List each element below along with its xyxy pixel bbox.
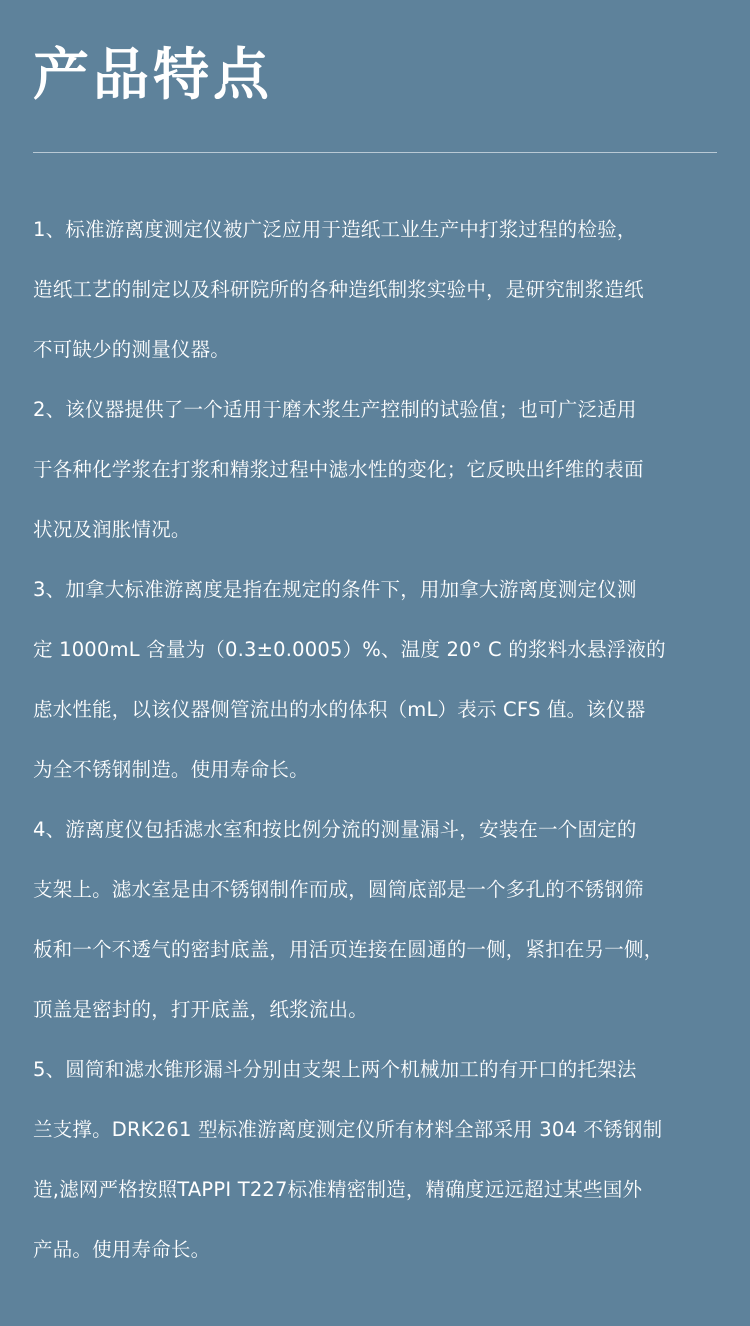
paragraph-line: 不可缺少的测量仪器。 — [33, 338, 231, 361]
paragraph-line: 状况及润胀情况。 — [33, 518, 191, 541]
title-divider — [33, 152, 717, 153]
feature-paragraph-4 — [33, 800, 723, 1040]
paragraph-line: 造纸工艺的制定以及科研院所的各种造纸制浆实验中，是研究制浆造纸 — [33, 278, 644, 301]
paragraph-line: 兰支撑。DRK261 型标准游离度测定仪所有材料全部采用 304 不锈钢制 — [33, 1118, 663, 1141]
paragraph-line: 顶盖是密封的，打开底盖，纸浆流出。 — [33, 998, 368, 1021]
feature-paragraph-5 — [33, 1040, 723, 1280]
paragraph-line: 虑水性能，以该仪器侧管流出的水的体积（mL）表示 CFS 值。该仪器 — [33, 698, 646, 721]
paragraph-line: 造,滤网严格按照TAPPI T227标准精密制造，精确度远远超过某些国外 — [33, 1178, 643, 1201]
paragraph-line: 定 1000mL 含量为（0.3±0.0005）%、温度 20° C 的浆料水悬浮液的 — [33, 638, 666, 661]
paragraph-line: 板和一个不透气的密封底盖，用活页连接在圆通的一侧，紧扣在另一侧， — [33, 938, 664, 961]
page-title: 产品特点 — [33, 43, 273, 108]
paragraph-line: 产品。使用寿命长。 — [33, 1238, 211, 1261]
features-text — [33, 200, 723, 1280]
paragraph-line: 支架上。滤水室是由不锈钢制作而成，圆筒底部是一个多孔的不锈钢筛 — [33, 878, 644, 901]
feature-paragraph-1 — [33, 200, 723, 380]
paragraph-line: 3、加拿大标准游离度是指在规定的条件下，用加拿大游离度测定仪测 — [33, 578, 637, 601]
feature-paragraph-3 — [33, 560, 723, 800]
paragraph-line: 2、该仪器提供了一个适用于磨木浆生产控制的试验值；也可广泛适用 — [33, 398, 637, 421]
paragraph-line: 为全不锈钢制造。使用寿命长。 — [33, 758, 309, 781]
paragraph-line: 5、圆筒和滤水锥形漏斗分别由支架上两个机械加工的有开口的托架法 — [33, 1058, 637, 1081]
paragraph-line: 4、游离度仪包括滤水室和按比例分流的测量漏斗，安装在一个固定的 — [33, 818, 637, 841]
feature-paragraph-2 — [33, 380, 723, 560]
paragraph-line: 1、标准游离度测定仪被广泛应用于造纸工业生产中打浆过程的检验， — [33, 218, 637, 241]
paragraph-line: 于各种化学浆在打浆和精浆过程中滤水性的变化；它反映出纤维的表面 — [33, 458, 644, 481]
